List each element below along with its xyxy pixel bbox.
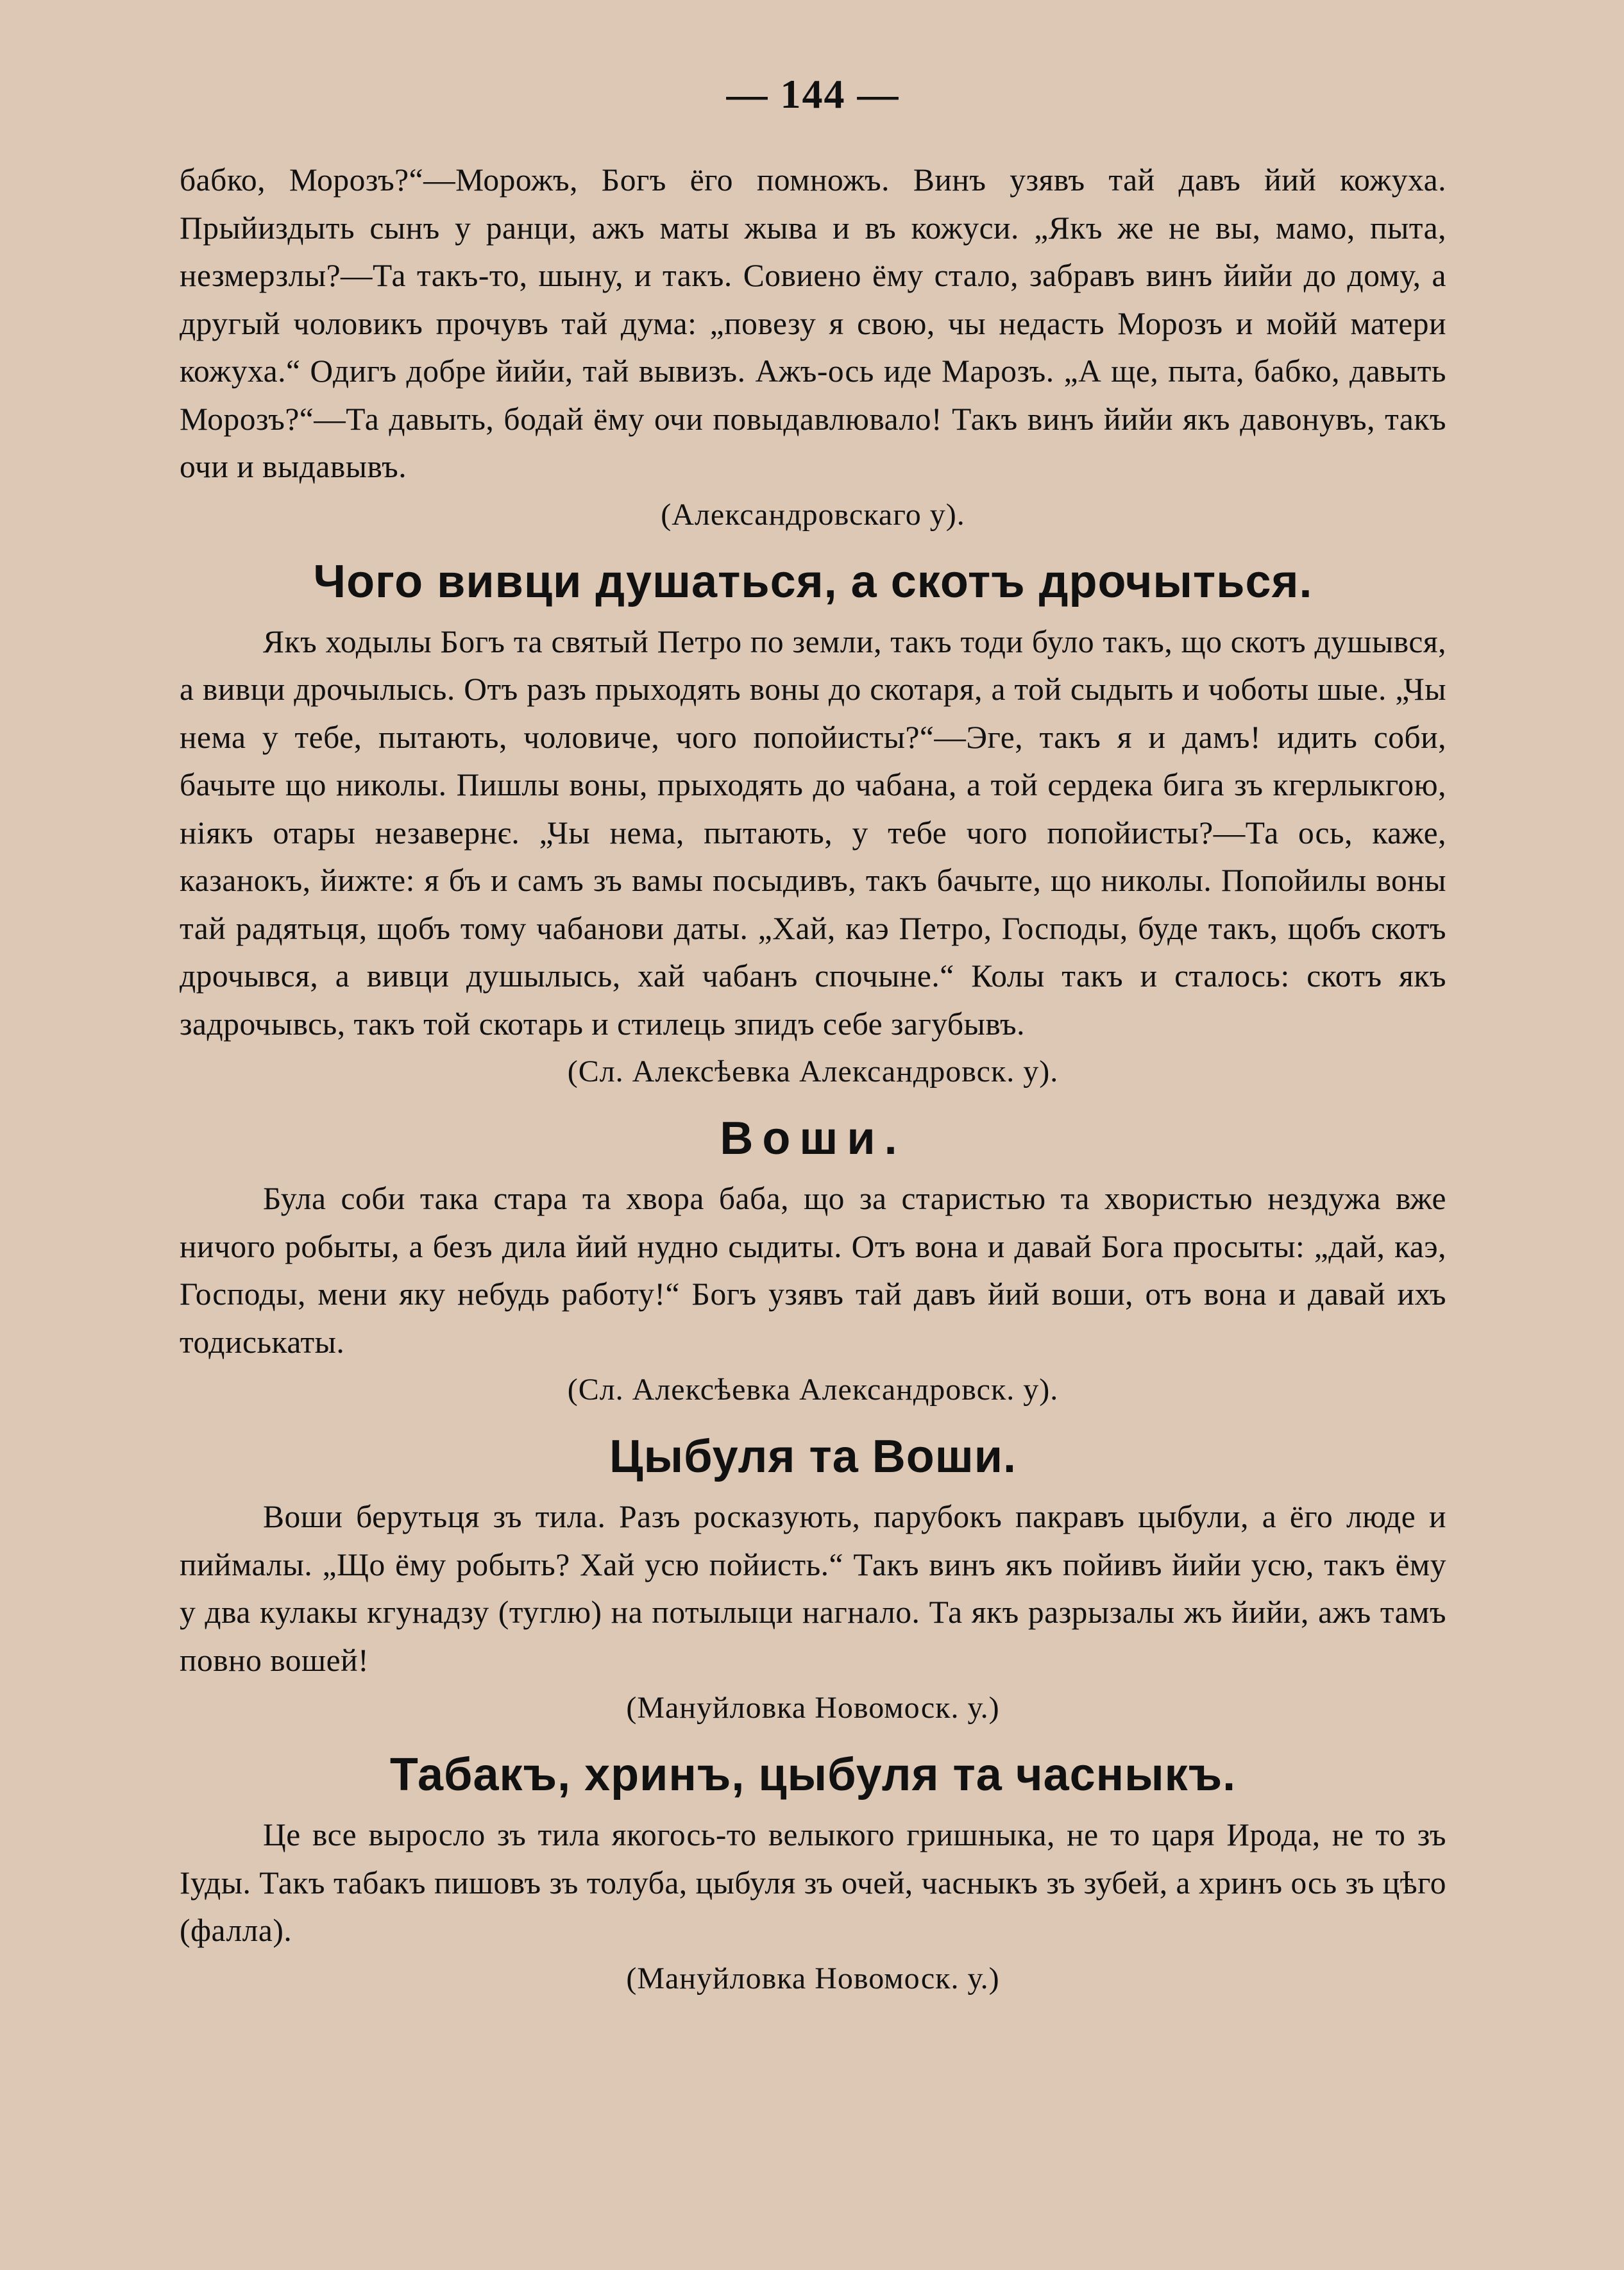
tale-title: Чого вивци душаться, а скотъ дрочыться.: [313, 555, 1313, 607]
tale-source: (Мануйловка Новомоск. у.): [626, 1961, 1000, 1995]
intro-source: (Александровскаго у).: [661, 497, 965, 532]
tale-source: (Сл. Алексѣевка Александровск. у).: [567, 1055, 1059, 1088]
tale-section: [180, 1746, 1446, 2003]
tale-source: (Мануйловка Новомоск. у.): [626, 1691, 1000, 1725]
tale-paragraph: Якъ ходылы Богъ та святый Петро по земли, такъ тоди було такъ, що скотъ душывся, а вивци дрочылысь. Отъ разъ прыходять воны до скотаря, а той сыдыть и чоботы шые. „Чы нема у тебе, пытають, чоловиче, чого попойисты?“—Эге, такъ я и дамъ! идить соби, бачыте що николы. Пишлы воны, прыходять до чабана, а той сердека бига зъ кгерлыкгою, ніякъ отары незавернє. „Чы нема, пытають, у тебе чого попойисты?—Та ось, каже, казанокъ, йижте: я бъ и самъ зъ вамы посыдивъ, такъ бачыте, що николы. Попойилы воны тай радятьця, щобъ тому чабанови даты. „Хай, каэ Петро, Господы, буде такъ, щобъ скотъ дрочывся, а вивци душылысь, хай чабанъ спочыне.“ Колы такъ и сталось: скотъ якъ задрочывсь, такъ той скотарь и стилець зпидъ себе загубывъ.: [180, 623, 1446, 1042]
tale-section: [180, 553, 1446, 1096]
tale-title: Цыбуля та Воши.: [609, 1431, 1017, 1482]
tale-title: Воши.: [720, 1113, 906, 1164]
page-number: — 144 —: [726, 71, 900, 117]
tale-section: [180, 1110, 1446, 1414]
tale-section: [180, 1428, 1446, 1732]
tale-paragraph: Воши берутьця зъ тила. Разъ росказують, парубокъ пакравъ цыбули, а ёго люде и пиймалы. „Що ёму робыть? Хай усю пойисть.“ Такъ винъ якъ пойивъ йийи усю, такъ ёму у два кулакы кгунадзу (туглю) на потылыци нагнало. Та якъ разрызалы жъ йийи, ажъ тамъ повно вошей!: [180, 1499, 1446, 1678]
tale-paragraph: Це все выросло зъ тила якогось-то велыкого гришныка, не то царя Ирода, не то зъ Іуды. Такъ табакъ пишовъ зъ толуба, цыбуля зъ очей, часныкъ зъ зубей, а хринъ ось зъ цѣго (фалла).: [180, 1817, 1446, 1948]
intro-section: [180, 157, 1446, 539]
intro-paragraph: бабко, Морозъ?“—Морожъ, Богъ ёго помножъ. Винъ узявъ тай давъ йий кожуха. Прыйиздыть сынъ у ранци, ажъ маты жыва и въ кожуси. „Якъ же не вы, мамо, пыта, незмерзлы?—Та такъ-то, шыну, и такъ. Совиено ёму стало, забравъ винъ йийи до дому, а другый чоловикъ прочувъ тай дума: „повезу я свою, чы недасть Морозъ и мойй матери кожуха.“ Одигъ добре йийи, тай вывизъ. Ажъ-ось иде Марозъ. „А ще, пыта, бабко, давыть Морозъ?“—Та давыть, бодай ёму очи повыдавлювало! Такъ винъ йийи якъ давонувъ, такъ очи и выдавывъ.: [180, 162, 1446, 484]
tale-title: Табакъ, хринъ, цыбуля та часныкъ.: [389, 1749, 1237, 1800]
tale-paragraph: Була соби така стара та хвора баба, що за старистью та хвористью нездужа вже ничого робыты, а безъ дила йий нудно сыдиты. Отъ вона и давай Бога просыты: „дай, каэ, Господы, мени яку небудь работу!“ Богъ узявъ тай давъ йий воши, отъ вона и давай ихъ тодиськаты.: [180, 1181, 1446, 1360]
tale-source: (Сл. Алексѣевка Александровск. у).: [567, 1373, 1059, 1407]
book-page: [180, 71, 1446, 2003]
